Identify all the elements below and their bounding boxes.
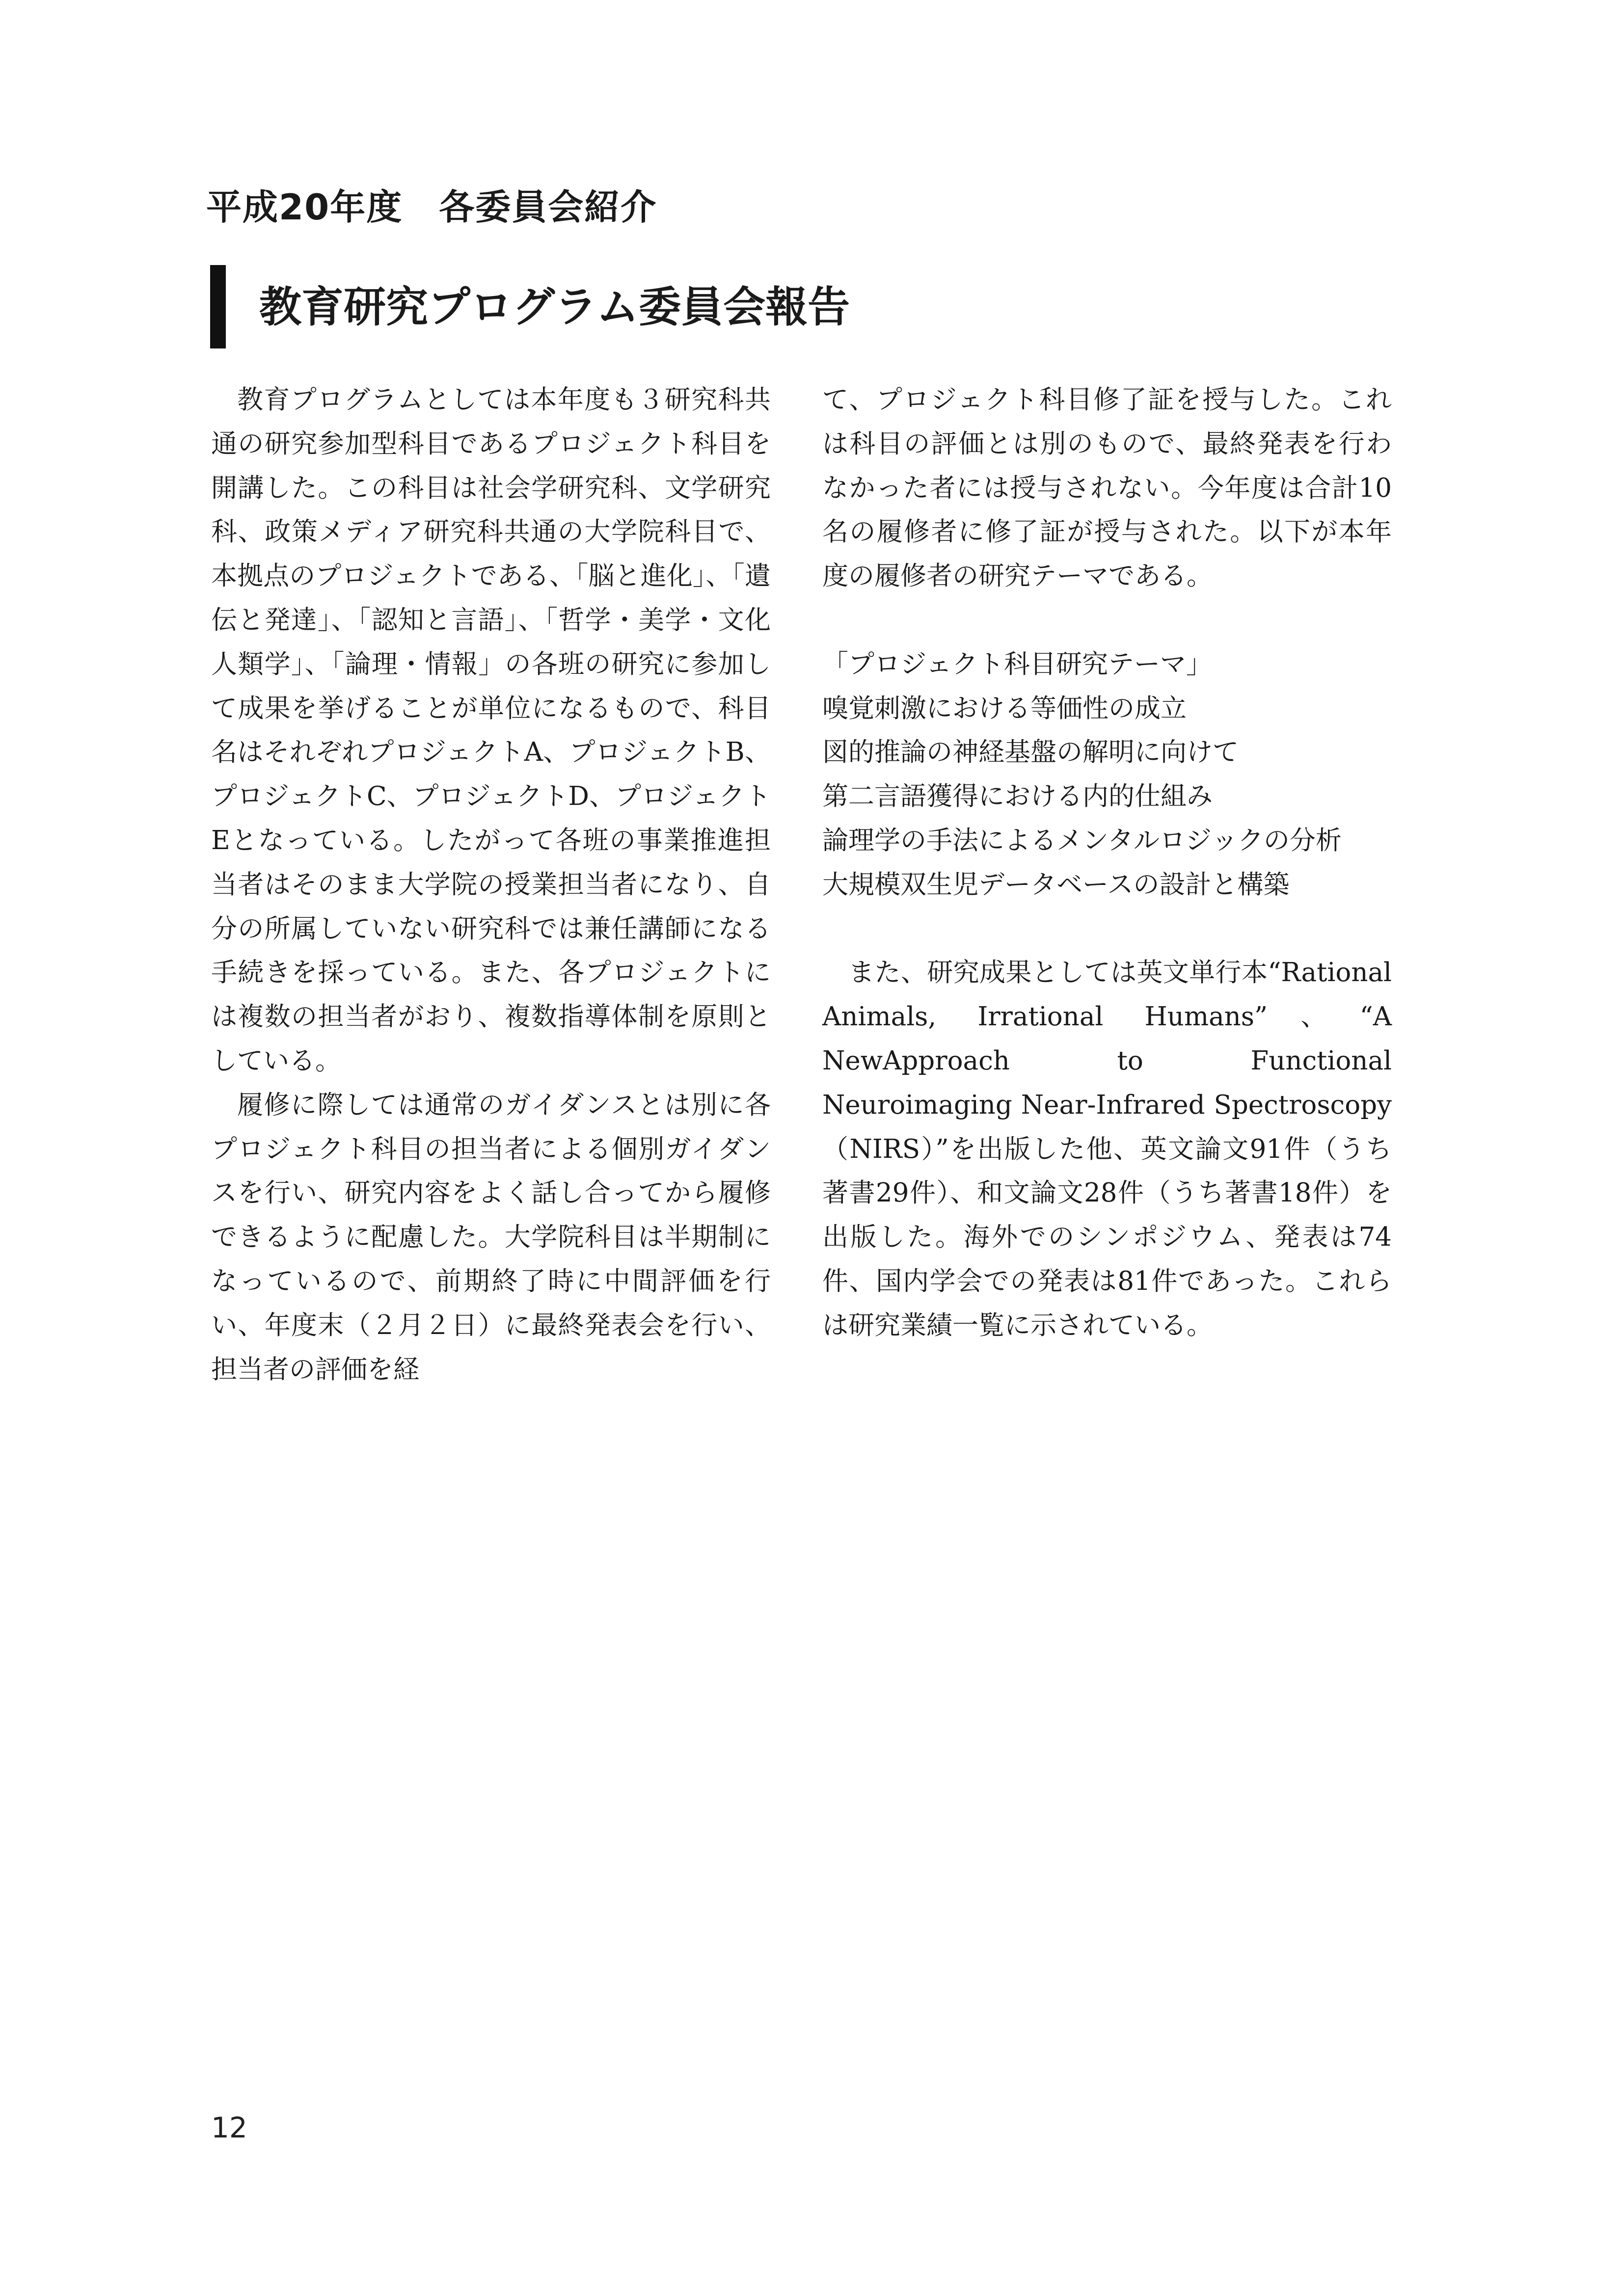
research-theme-item: 論理学の手法によるメンタルロジックの分析 [822,825,1342,855]
paragraph-certificate: て、プロジェクト科目修了証を授与した。これは科目の評価とは別のもので、最終発表を行わなかった者には授与されない。今年度は合計10名の履修者に修了証が授与された。以下が本年度の履修者の研究テーマである。 [822,385,1392,591]
paragraph-program-overview: 教育プログラムとしては本年度も３研究科共通の研究参加型科目であるプロジェクト科目を開講した。この科目は社会学研究科、文学研究科、政策メディア研究科共通の大学院科目で、本拠点のプロジェクトである、「脳と進化」、「遺伝と発達」、「認知と言語」、「哲学・美学・文化人類学」、「論理・情報」の各班の研究に参加して成果を挙げることが単位になるもので、科目名はそれぞれプロジェクトA、プロジェクトB、プロジェクトC、プロジェクトD、プロジェクトEとなっている。したがって各班の事業推進担当者はそのまま大学院の授業担当者になり、自分の所属していない研究科では兼任講師になる手続きを採っている。また、各プロジェクトには複数の担当者がおり、複数指導体制を原則としている。 [211,385,771,1076]
research-theme-item: 大規模双生児データベースの設計と構築 [822,869,1290,900]
section-title: 平成20年度 各委員会紹介 [206,187,657,228]
paragraph-enrollment-guidance: 履修に際しては通常のガイダンスとは別に各プロジェクト科目の担当者による個別ガイダンスを行い、研究内容をよく話し合ってから履修できるように配慮した。大学院科目は半期制になっているので、前期終了時に中間評価を行い、年度末（２月２日）に最終発表会を行い、担当者の評価を経 [211,1090,771,1385]
page-number: 12 [211,2111,247,2144]
spacer [822,598,1392,642]
themes-heading: 「プロジェクト科目研究テーマ」 [822,649,1212,679]
article-heading [210,265,897,348]
research-theme-item: 第二言語獲得における内的仕組み [822,781,1213,812]
research-theme-item: 図的推論の神経基盤の解明に向けて [822,737,1239,768]
research-theme-list [822,687,1392,907]
article-title: 教育研究プログラム委員会報告 [259,283,850,332]
spacer [822,907,1392,951]
research-theme-item: 嗅覚刺激における等価性の成立 [822,693,1187,723]
right-column [822,378,1392,1348]
left-column [211,378,771,1391]
heading-accent-bar [210,265,226,348]
paragraph-research-outcomes: また、研究成果としては英文単行本“Rational Animals, Irrational Humans”、“A NewApproach to Functional Neuroimaging Near-Infrared Spectroscopy（NIRS）”を出版した他、英文論文91件（うち著書29件）、和文論文28件（うち著書18件）を出版した。海外でのシンポジウム、発表は74件、国内学会での発表は81件であった。これらは研究業績一覧に示されている。 [822,958,1392,1340]
